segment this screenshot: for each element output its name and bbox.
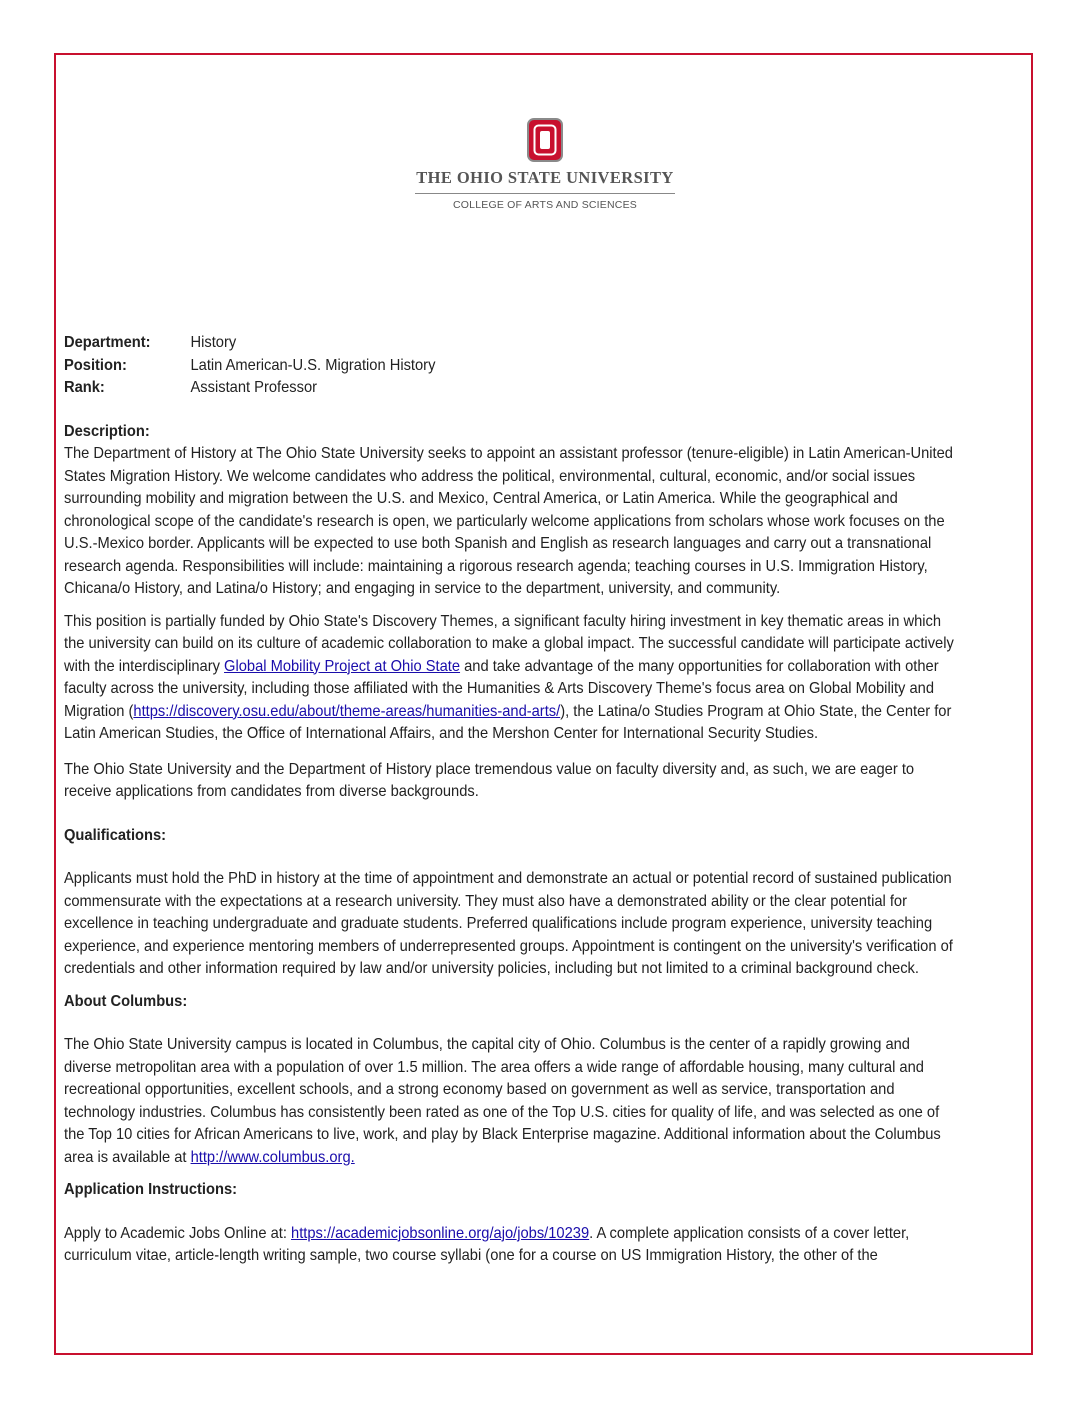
position-label: Position:	[64, 356, 127, 374]
academic-jobs-link[interactable]: https://academicjobsonline.org/ajo/jobs/10239	[291, 1224, 590, 1242]
block-o-logo-icon	[527, 118, 563, 162]
department-value: History	[190, 334, 237, 351]
logo-divider	[415, 193, 675, 194]
document-body	[64, 332, 959, 1268]
qualifications-paragraph: Applicants must hold the PhD in history at the time of appointment and demonstrate an actual or potential record of sustained publication commensurate with the expectations at a research university. They must also have a demonstrated ability or the clear potential for excellence in teaching undergraduate and graduate students. Preferred qualifications include program experience, university teaching experience, and experience mentoring members of underrepresented groups. Appointment is contingent on the university's verification of credentials and other information required by law and/or university policies, including but not limited to a criminal background check.	[64, 870, 953, 977]
columbus-paragraph: The Ohio State University campus is located in Columbus, the capital city of Ohio. Columbus is the center of a rapidly growing and diverse metropolitan area with a population of over 1.5 million. The area offers a wide range of affordable housing, many cultural and recreational opportunities, excellent schools, and a strong economy based on government as well as service, transportation and technology industries. Columbus has consistently been rated as one of the Top U.S. cities for quality of life, and was selected as one of the Top 10 cities for African Americans to live, work, and play by Black Enterprise magazine. Additional information about the Columbus area is available at http://www.columbus.org.	[64, 1036, 941, 1166]
qualifications-heading: Qualifications:	[64, 826, 167, 844]
rank-label: Rank:	[64, 379, 105, 396]
columbus-heading: About Columbus:	[64, 992, 188, 1010]
columbus-link[interactable]: http://www.columbus.org.	[190, 1148, 355, 1166]
department-label: Department:	[64, 334, 151, 351]
position-value: Latin American-U.S. Migration History	[190, 356, 436, 374]
university-logo	[415, 118, 675, 218]
description-paragraph-3: The Ohio State University and the Department of History place tremendous value on faculty diversity and, as such, we are eager to receive applications from candidates from diverse backgrounds.	[64, 760, 915, 800]
description-paragraph-2: This position is partially funded by Ohio State's Discovery Themes, a significant faculty hiring investment in key thematic areas in which the university can build on its culture of academic collaboration to make a global impact. The successful candidate will participate actively with the interdisciplinary Global Mobility Project at Ohio State and take advantage of the many opportunities for collaboration with other faculty across the university, including those affiliated with the Humanities & Arts Discovery Theme's focus area on Global Mobility and Migration (https://discovery.osu.edu/about/theme-areas/humanities-and-arts/), the Latina/o Studies Program at Ohio State, the Center for Latin American Studies, the Office of International Affairs, and the Mershon Center for International Security Studies.	[64, 612, 954, 742]
description-heading: Description:	[64, 422, 150, 440]
global-mobility-link[interactable]: Global Mobility Project at Ohio State	[224, 657, 461, 675]
college-name: COLLEGE OF ARTS AND SCIENCES	[453, 199, 637, 211]
rank-value: Assistant Professor	[190, 379, 318, 396]
position-row	[64, 355, 959, 378]
university-name: THE OHIO STATE UNIVERSITY	[416, 168, 674, 187]
application-paragraph: Apply to Academic Jobs Online at: https://academicjobsonline.org/ajo/jobs/10239. A complete application consists of a cover letter, curriculum vitae, article-length writing sample, two course syllabi (one for a course on US Immigration History, the other of the	[64, 1224, 910, 1264]
department-row	[64, 332, 959, 355]
rank-row	[64, 377, 959, 400]
application-heading: Application Instructions:	[64, 1181, 238, 1198]
discovery-themes-link[interactable]: https://discovery.osu.edu/about/theme-areas/humanities-and-arts/	[133, 702, 561, 720]
description-paragraph-1: The Department of History at The Ohio State University seeks to appoint an assistant professor (tenure-eligible) in Latin American-United States Migration History. We welcome candidates who address the political, environmental, cultural, economic, and/or social issues surrounding mobility and migration between the U.S. and Mexico, Central America, or Latin America. While the geographical and chronological scope of the candidate's research is open, we particularly welcome applications from scholars whose work focuses on the U.S.-Mexico border. Applicants will be expected to use both Spanish and English as research languages and carry out a transnational research agenda. Responsibilities will include: maintaining a rigorous research agenda; teaching courses in U.S. Immigration History, Chicana/o History, and Latina/o History; and engaging in service to the department, university, and community.	[64, 445, 953, 597]
